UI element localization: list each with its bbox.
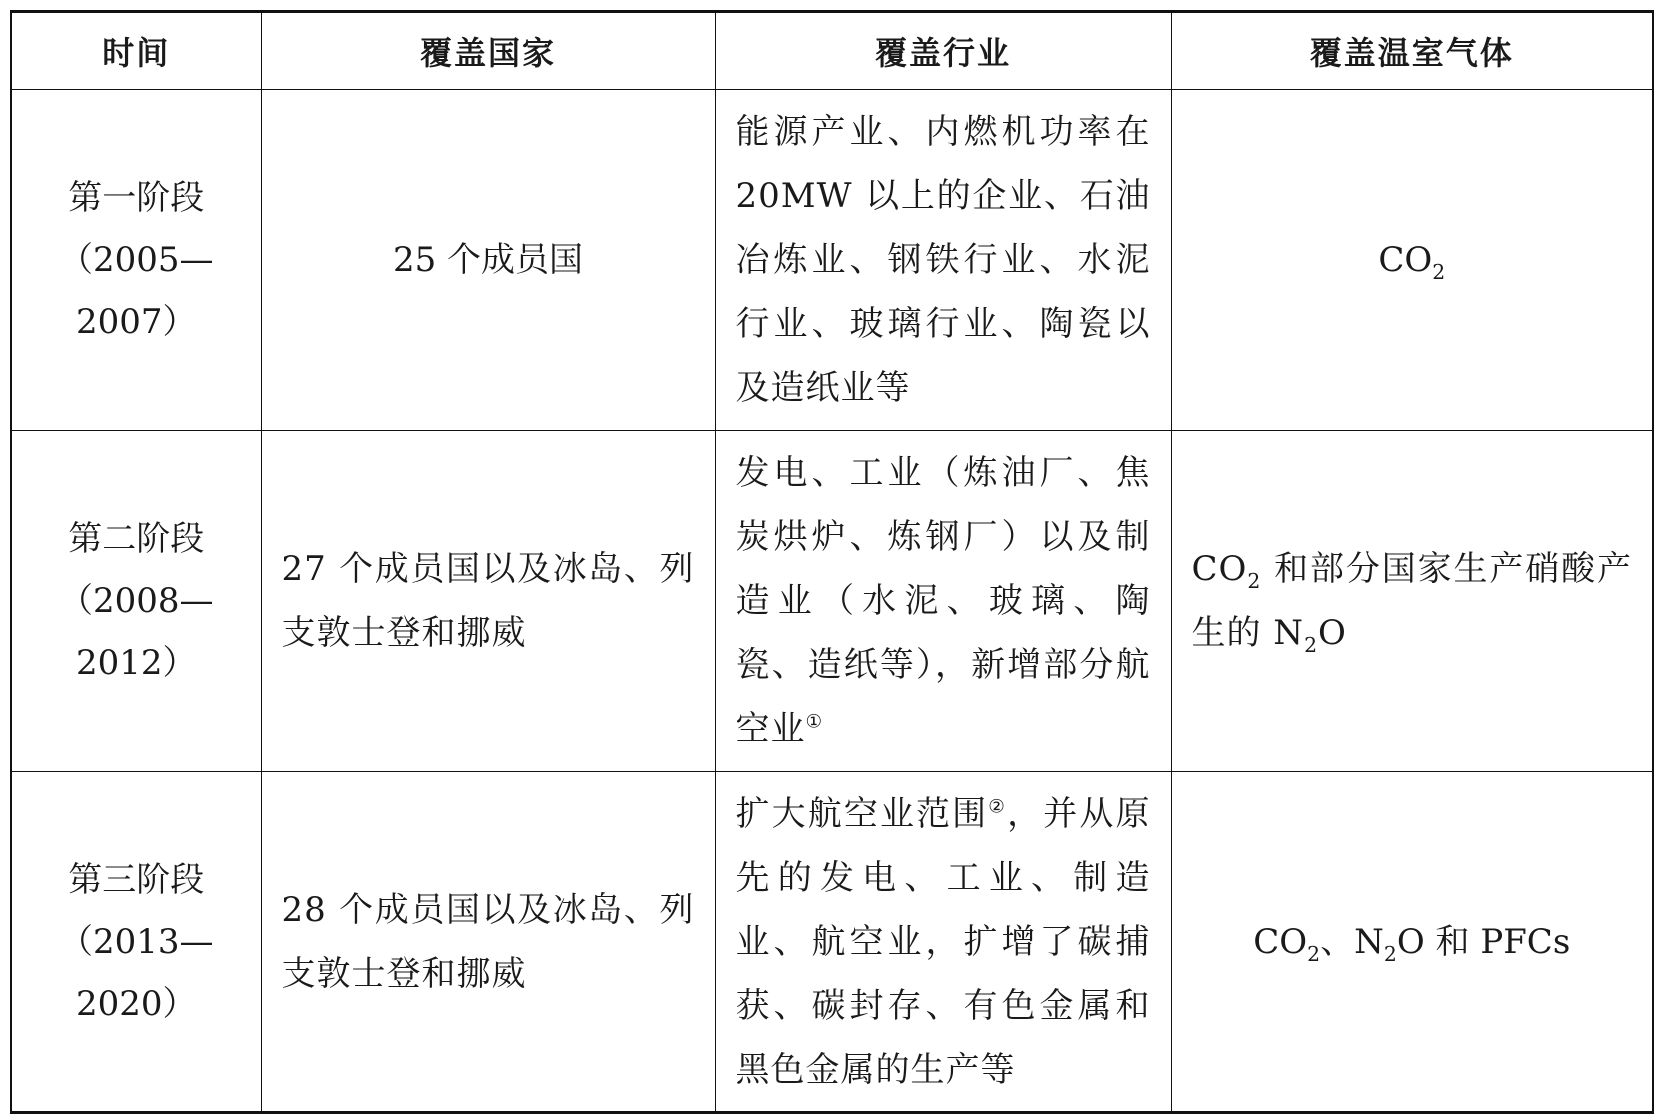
gas-text: O 和 PFCs bbox=[1396, 921, 1571, 962]
footnote-marker: ② bbox=[988, 796, 1008, 818]
cell-gases bbox=[1171, 772, 1653, 1113]
cell-time bbox=[11, 431, 261, 772]
header-gases: 覆盖温室气体 bbox=[1171, 12, 1653, 90]
industries-text: 扩大航空业范围 bbox=[735, 793, 989, 834]
gas-subscript: 2 bbox=[1307, 941, 1321, 966]
countries-text: 27 个成员国以及冰岛、列支敦士登和挪威 bbox=[281, 549, 695, 653]
gas-formula: CO bbox=[1378, 240, 1433, 280]
eu-ets-phases-table bbox=[10, 10, 1654, 1114]
policy-table-container bbox=[10, 10, 1654, 1114]
gas-subscript: 2 bbox=[1383, 941, 1397, 966]
cell-gases bbox=[1171, 431, 1653, 772]
industries-text: ，并从原先的发电、工业、制造业、航空业，扩增了碳捕获、碳封存、有色金属和黑色金属的生产等 bbox=[735, 793, 1151, 1090]
stage-label: 第三阶段 bbox=[68, 859, 205, 900]
countries-text: 28 个成员国以及冰岛、列支敦士登和挪威 bbox=[281, 889, 695, 994]
gas-formula: CO bbox=[1191, 549, 1248, 589]
industries-text: 发电、工业（炼油厂、焦炭烘炉、炼钢厂）以及制造业（水泥、玻璃、陶瓷、造纸等），新增部分航空业 bbox=[735, 453, 1151, 749]
gas-text: 和部分国家生产硝酸产生的 N bbox=[1191, 549, 1632, 653]
stage-period: （2008—2012） bbox=[58, 581, 214, 683]
cell-time bbox=[11, 772, 261, 1113]
header-countries: 覆盖国家 bbox=[261, 12, 715, 90]
footnote-marker: ① bbox=[805, 711, 824, 733]
stage-period: （2013—2020） bbox=[58, 921, 214, 1024]
table-row bbox=[11, 431, 1653, 772]
stage-label: 第二阶段 bbox=[68, 519, 205, 559]
gas-subscript: 2 bbox=[1304, 632, 1319, 657]
header-industries: 覆盖行业 bbox=[715, 12, 1171, 90]
countries-text: 25 个成员国 bbox=[392, 240, 584, 280]
cell-industries bbox=[715, 90, 1171, 431]
table-header-row bbox=[11, 12, 1653, 90]
table-row bbox=[11, 772, 1653, 1113]
cell-industries bbox=[715, 431, 1171, 772]
cell-countries bbox=[261, 431, 715, 772]
cell-time bbox=[11, 90, 261, 431]
header-time: 时间 bbox=[11, 12, 261, 90]
cell-industries bbox=[715, 772, 1171, 1113]
gas-subscript: 2 bbox=[1432, 259, 1446, 284]
cell-gases bbox=[1171, 90, 1653, 431]
cell-countries bbox=[261, 90, 715, 431]
gas-text: 、N bbox=[1320, 921, 1384, 962]
cell-countries bbox=[261, 772, 715, 1113]
stage-period: （2005—2007） bbox=[58, 240, 214, 342]
stage-label: 第一阶段 bbox=[68, 178, 205, 218]
gas-text: O bbox=[1318, 613, 1347, 653]
gas-formula: CO bbox=[1253, 921, 1308, 962]
table-row bbox=[11, 90, 1653, 431]
gas-subscript: 2 bbox=[1247, 568, 1262, 593]
industries-text: 能源产业、内燃机功率在 20MW 以上的企业、石油冶炼业、钢铁行业、水泥行业、玻璃行业、陶瓷以及造纸业等 bbox=[735, 112, 1151, 408]
